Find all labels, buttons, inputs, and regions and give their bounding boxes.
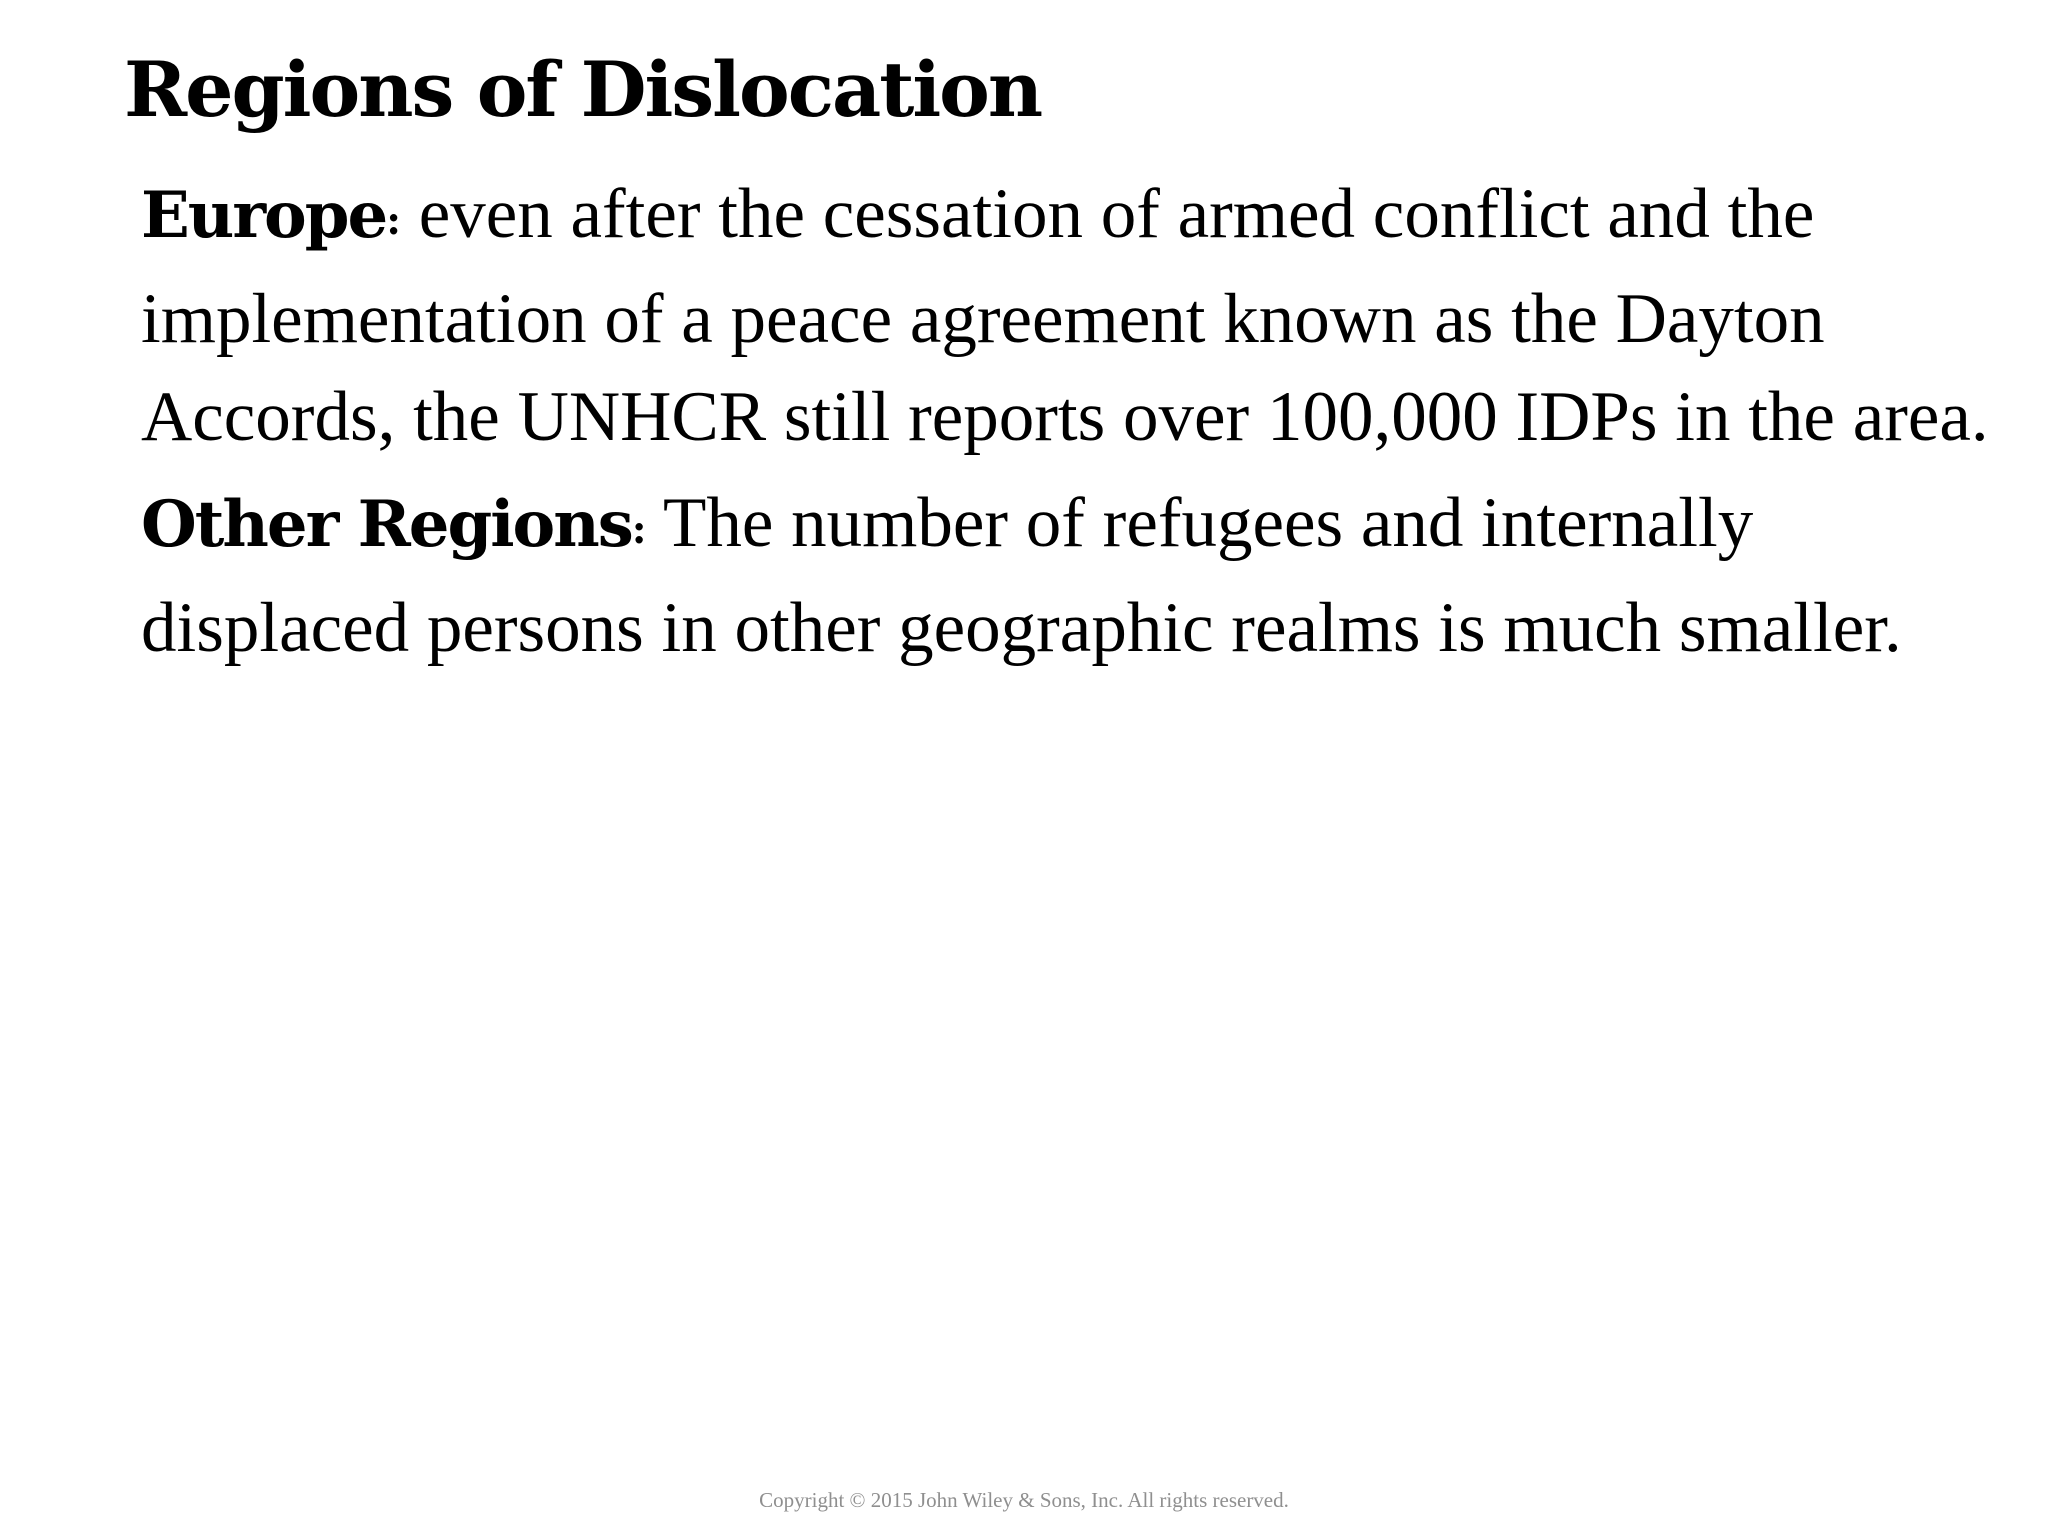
paragraph-europe-text: even after the cessation of armed conflict and the implementation of a peace agreement known as the Dayton Accords, the UNHCR still reports over 100,000 IDPs in the area. — [141, 175, 1989, 456]
term-separator: : — [386, 197, 401, 244]
copyright-footer: Copyright © 2015 John Wiley & Sons, Inc. All rights reserved. — [759, 1488, 1289, 1512]
term-other-regions: Other Regions — [141, 487, 632, 562]
slide-body — [141, 165, 2001, 685]
paragraph-other-regions — [141, 474, 2001, 677]
paragraph-europe — [141, 165, 2001, 466]
slide-title: Regions of Dislocation — [124, 45, 1042, 134]
paragraph-other-regions-text: The number of refugees and internally displaced persons in other geographic realms is much smaller. — [141, 484, 1902, 667]
term-europe: Europe — [141, 178, 387, 253]
term-separator: : — [631, 506, 647, 553]
